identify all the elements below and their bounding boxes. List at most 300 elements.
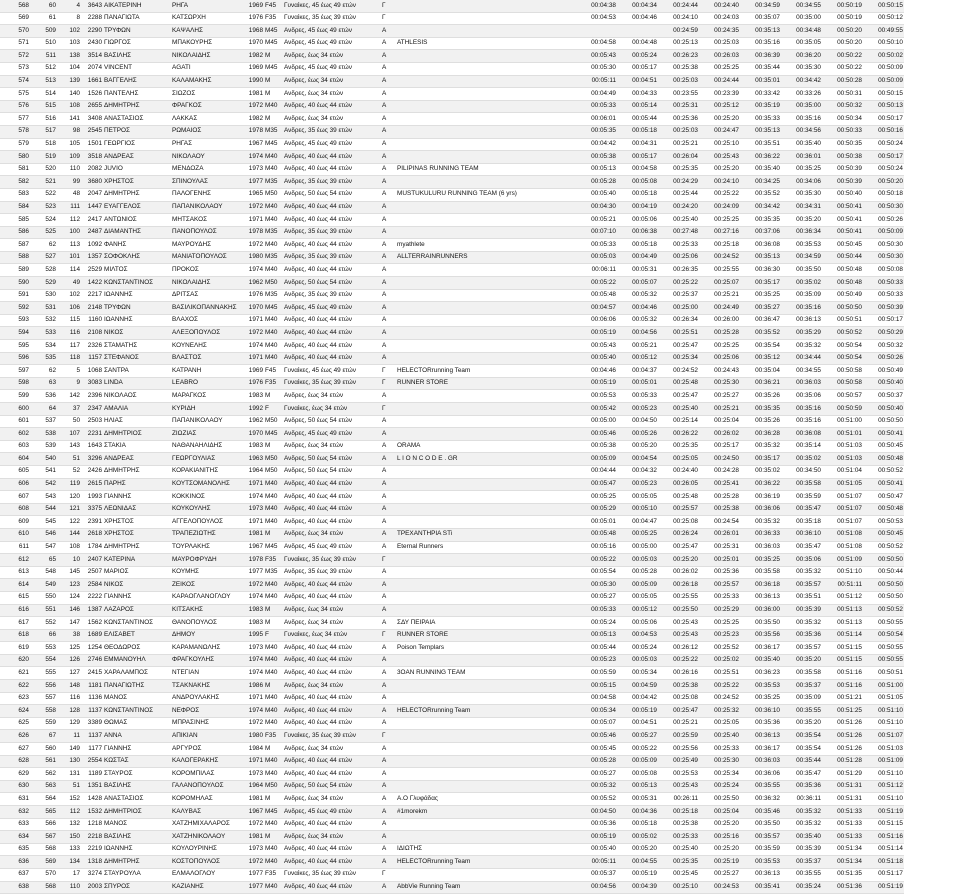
cell-split5: 00:35:19 xyxy=(740,100,781,113)
cell-sex: Α xyxy=(381,793,396,806)
cell-split1: 00:05:11 xyxy=(576,75,617,88)
cell-split3: 00:25:43 xyxy=(658,780,699,793)
cell-year: 1983 xyxy=(241,390,264,403)
cell-split7: 00:51:34 xyxy=(822,843,863,856)
cell-club: 3OAN RUNNING TEAM xyxy=(396,667,576,680)
cell-firstname: ΚΑΛΥΒΑΣ xyxy=(171,806,241,819)
cell-split6: 00:35:47 xyxy=(781,768,822,781)
cell-split3: 00:24:20 xyxy=(658,201,699,214)
cell-split8: 00:50:13 xyxy=(863,100,904,113)
cell-split7: 00:50:40 xyxy=(822,188,863,201)
cell-overall: 617 xyxy=(0,617,30,630)
cell-cat_pos: 102 xyxy=(57,25,81,38)
cell-split7: 00:50:19 xyxy=(822,0,863,12)
cell-gender_pos: 532 xyxy=(30,314,57,327)
table-row xyxy=(0,730,960,743)
cell-bib: 2426 xyxy=(81,465,103,478)
cell-split5: 00:35:13 xyxy=(740,125,781,138)
cell-cat_pos: 112 xyxy=(57,214,81,227)
cell-split6: 00:35:55 xyxy=(781,705,822,718)
cell-split5: 00:35:36 xyxy=(740,717,781,730)
cell-split8: 00:50:48 xyxy=(863,453,904,466)
cell-overall: 629 xyxy=(0,768,30,781)
cell-sex: Α xyxy=(381,277,396,290)
cell-split2: 00:05:19 xyxy=(617,868,658,881)
cell-category_desc: Ανδρες, έως 34 ετών xyxy=(283,604,381,617)
cell-category: M45 xyxy=(264,37,283,50)
cell-bib: 1137 xyxy=(81,730,103,743)
cell-category_desc: Ανδρες, 45 έως 49 ετών xyxy=(283,428,381,441)
cell-firstname: ΧΑΤΖΗΝΙΚΟΛΑΟΥ xyxy=(171,831,241,844)
cell-split6: 00:34:55 xyxy=(781,0,822,12)
cell-cat_pos: 112 xyxy=(57,806,81,819)
cell-gender_pos: 524 xyxy=(30,214,57,227)
cell-bib: 2618 xyxy=(81,528,103,541)
cell-year: 1974 xyxy=(241,654,264,667)
cell-firstname: ΚΑΨΑΛΗΣ xyxy=(171,25,241,38)
cell-gender_pos: 66 xyxy=(30,629,57,642)
cell-surname: ΔΙΑΜΑΝΤΗΣ xyxy=(103,226,171,239)
cell-split8: 00:50:02 xyxy=(863,50,904,63)
cell-split7: 00:51:14 xyxy=(822,629,863,642)
cell-gender_pos: 509 xyxy=(30,25,57,38)
cell-split7: 00:50:19 xyxy=(822,12,863,25)
cell-split4: 00:25:16 xyxy=(699,831,740,844)
table-row xyxy=(0,491,960,504)
cell-category_desc: Ανδρες, 45 έως 49 ετών xyxy=(283,541,381,554)
table-row xyxy=(0,289,960,302)
cell-category: M40 xyxy=(264,214,283,227)
table-row xyxy=(0,113,960,126)
cell-cat_pos: 139 xyxy=(57,75,81,88)
cell-split2: 00:04:53 xyxy=(617,629,658,642)
cell-split1: 00:05:33 xyxy=(576,100,617,113)
cell-year: 1973 xyxy=(241,768,264,781)
cell-year: 1976 xyxy=(241,12,264,25)
cell-gender_pos: 533 xyxy=(30,327,57,340)
cell-cat_pos: 143 xyxy=(57,440,81,453)
cell-overall: 568 xyxy=(0,0,30,12)
cell-sex: Α xyxy=(381,327,396,340)
cell-category: M40 xyxy=(264,717,283,730)
cell-split1: 00:05:22 xyxy=(576,277,617,290)
cell-cat_pos: 106 xyxy=(57,302,81,315)
cell-gender_pos: 512 xyxy=(30,62,57,75)
cell-split4: 00:25:57 xyxy=(699,579,740,592)
cell-split7: 00:50:41 xyxy=(822,214,863,227)
cell-split6: 00:35:20 xyxy=(781,214,822,227)
cell-year: 1967 xyxy=(241,806,264,819)
cell-gender_pos: 520 xyxy=(30,163,57,176)
cell-split1: 00:05:46 xyxy=(576,428,617,441)
cell-firstname: ΡΗΓΑΣ xyxy=(171,138,241,151)
cell-category_desc: Ανδρες, 50 έως 54 ετών xyxy=(283,780,381,793)
cell-sex: Γ xyxy=(381,554,396,567)
cell-split4: 00:25:41 xyxy=(699,478,740,491)
cell-sex: Α xyxy=(381,541,396,554)
cell-surname: ΑΝΤΩΝΙΟΣ xyxy=(103,214,171,227)
cell-split7: 00:51:28 xyxy=(822,755,863,768)
cell-split6: 00:34:31 xyxy=(781,201,822,214)
table-row xyxy=(0,264,960,277)
cell-bib: 1422 xyxy=(81,277,103,290)
cell-split1: 00:05:27 xyxy=(576,768,617,781)
cell-split4: 00:25:30 xyxy=(699,755,740,768)
cell-gender_pos: 535 xyxy=(30,352,57,365)
cell-year: 1970 xyxy=(241,302,264,315)
cell-category_desc: Ανδρες, έως 34 ετών xyxy=(283,743,381,756)
cell-gender_pos: 553 xyxy=(30,642,57,655)
cell-bib: 2655 xyxy=(81,100,103,113)
cell-year: 1973 xyxy=(241,843,264,856)
cell-split5: 00:35:25 xyxy=(740,554,781,567)
cell-cat_pos: 116 xyxy=(57,327,81,340)
cell-category: M40 xyxy=(264,654,283,667)
cell-split3: 00:25:43 xyxy=(658,629,699,642)
cell-split6: 00:35:39 xyxy=(781,843,822,856)
cell-overall: 606 xyxy=(0,478,30,491)
cell-category: M40 xyxy=(264,264,283,277)
cell-club xyxy=(396,125,576,138)
cell-firstname: ΔΗΜΟΥ xyxy=(171,629,241,642)
cell-club xyxy=(396,264,576,277)
cell-sex: Α xyxy=(381,780,396,793)
cell-club xyxy=(396,604,576,617)
cell-sex: Α xyxy=(381,617,396,630)
cell-split5: 00:35:26 xyxy=(740,415,781,428)
cell-category_desc: Ανδρες, 40 έως 44 ετών xyxy=(283,340,381,353)
cell-cat_pos: 152 xyxy=(57,793,81,806)
cell-bib: 2003 xyxy=(81,881,103,894)
cell-bib: 2396 xyxy=(81,390,103,403)
cell-split7: 00:50:51 xyxy=(822,314,863,327)
cell-overall: 635 xyxy=(0,843,30,856)
cell-firstname: ΜΠΡΑΣΙΝΗΣ xyxy=(171,717,241,730)
cell-split2: 00:05:23 xyxy=(617,478,658,491)
cell-firstname: ΖΙΩΖΙΑΣ xyxy=(171,428,241,441)
cell-sex: Α xyxy=(381,591,396,604)
cell-overall: 615 xyxy=(0,591,30,604)
cell-firstname: ΣΠΙΝΟΥΛΑΣ xyxy=(171,176,241,189)
cell-split6: 00:36:34 xyxy=(781,226,822,239)
cell-split2 xyxy=(617,25,658,38)
cell-club: HELECTORrunning Team xyxy=(396,365,576,378)
cell-category: M40 xyxy=(264,151,283,164)
cell-gender_pos: 560 xyxy=(30,743,57,756)
cell-category_desc: Ανδρες, 40 έως 44 ετών xyxy=(283,491,381,504)
cell-split7: 00:51:26 xyxy=(822,743,863,756)
cell-sex: Α xyxy=(381,302,396,315)
cell-split6: 00:34:50 xyxy=(781,465,822,478)
cell-year: 1972 xyxy=(241,327,264,340)
cell-category_desc: Ανδρες, 50 έως 54 ετών xyxy=(283,277,381,290)
cell-split5: 00:35:57 xyxy=(740,831,781,844)
cell-category_desc: Γυναίκες, 35 έως 39 ετών xyxy=(283,868,381,881)
cell-bib: 2584 xyxy=(81,579,103,592)
cell-split2: 00:06:38 xyxy=(617,226,658,239)
cell-surname: ΦΑΝΗΣ xyxy=(103,239,171,252)
cell-split4: 00:25:25 xyxy=(699,62,740,75)
cell-split3: 00:25:47 xyxy=(658,541,699,554)
cell-category: M35 xyxy=(264,251,283,264)
cell-firstname: ΚΟΡΟΜΠΙΛΑΣ xyxy=(171,768,241,781)
cell-bib: 2347 xyxy=(81,403,103,416)
cell-split1: 00:05:43 xyxy=(576,50,617,63)
cell-firstname: ΒΑΣΙΛΙΚΟΠΑΝΝΑΚΗΣ xyxy=(171,302,241,315)
table-row xyxy=(0,50,960,63)
cell-bib: 1689 xyxy=(81,629,103,642)
table-row xyxy=(0,831,960,844)
cell-split1: 00:05:01 xyxy=(576,516,617,529)
cell-surname: ΠΑΝΑΓΙΩΤΗΣ xyxy=(103,680,171,693)
cell-split5: 00:36:21 xyxy=(740,377,781,390)
table-row xyxy=(0,579,960,592)
cell-category: M xyxy=(264,390,283,403)
cell-cat_pos: 131 xyxy=(57,768,81,781)
cell-split2: 00:05:20 xyxy=(617,440,658,453)
cell-sex: Α xyxy=(381,491,396,504)
cell-split3: 00:25:03 xyxy=(658,75,699,88)
cell-split6: 00:34:42 xyxy=(781,75,822,88)
cell-club xyxy=(396,730,576,743)
cell-gender_pos: 550 xyxy=(30,591,57,604)
cell-bib: 1643 xyxy=(81,440,103,453)
cell-split6: 00:35:20 xyxy=(781,717,822,730)
cell-overall: 636 xyxy=(0,856,30,869)
cell-overall: 583 xyxy=(0,188,30,201)
cell-firstname: ΜΗΤΣΑΚΟΣ xyxy=(171,214,241,227)
cell-split1: 00:06:01 xyxy=(576,113,617,126)
cell-category_desc: Ανδρες, 45 έως 49 ετών xyxy=(283,37,381,50)
cell-year: 1964 xyxy=(241,465,264,478)
cell-split8: 00:50:18 xyxy=(863,188,904,201)
cell-split5: 00:36:13 xyxy=(740,868,781,881)
table-row xyxy=(0,214,960,227)
cell-cat_pos: 145 xyxy=(57,566,81,579)
cell-firstname: ΚΟΥΛΟΥΡΙΝΗΣ xyxy=(171,843,241,856)
cell-split5: 00:35:53 xyxy=(740,856,781,869)
cell-split4: 00:25:18 xyxy=(699,239,740,252)
cell-split4: 00:25:36 xyxy=(699,566,740,579)
cell-cat_pos: 122 xyxy=(57,516,81,529)
cell-firstname: ΑΓΓΕΛΟΠΟΥΛΟΣ xyxy=(171,516,241,529)
cell-split8: 00:50:55 xyxy=(863,654,904,667)
cell-category: M xyxy=(264,75,283,88)
cell-split5: 00:35:59 xyxy=(740,843,781,856)
cell-year: 1982 xyxy=(241,50,264,63)
cell-split6: 00:35:54 xyxy=(781,743,822,756)
cell-surname: ΕΥΑΓΓΕΛΟΣ xyxy=(103,201,171,214)
cell-sex: Α xyxy=(381,100,396,113)
cell-split2: 00:05:08 xyxy=(617,768,658,781)
cell-split5: 00:34:25 xyxy=(740,176,781,189)
cell-split4: 00:25:38 xyxy=(699,503,740,516)
cell-category: M50 xyxy=(264,453,283,466)
cell-split4: 00:25:24 xyxy=(699,780,740,793)
cell-year: 1983 xyxy=(241,617,264,630)
table-row xyxy=(0,554,960,567)
cell-category_desc: Ανδρες, 35 έως 39 ετών xyxy=(283,176,381,189)
cell-split2: 00:05:18 xyxy=(617,125,658,138)
cell-split6: 00:35:57 xyxy=(781,579,822,592)
table-row xyxy=(0,528,960,541)
cell-split2: 00:04:55 xyxy=(617,856,658,869)
cell-sex: Α xyxy=(381,806,396,819)
cell-split8: 00:50:10 xyxy=(863,37,904,50)
cell-category_desc: Ανδρες, 40 έως 44 ετών xyxy=(283,163,381,176)
cell-sex: Α xyxy=(381,390,396,403)
cell-surname: ΔΗΜΗΤΡΗΣ xyxy=(103,188,171,201)
cell-split7: 00:51:26 xyxy=(822,730,863,743)
cell-split5: 00:35:02 xyxy=(740,465,781,478)
cell-surname: ΘΕΟΔΩΡΟΣ xyxy=(103,642,171,655)
cell-split2: 00:05:02 xyxy=(617,831,658,844)
cell-split3: 00:26:35 xyxy=(658,264,699,277)
cell-split3: 00:25:03 xyxy=(658,125,699,138)
cell-cat_pos: 102 xyxy=(57,289,81,302)
cell-split7: 00:50:49 xyxy=(822,289,863,302)
cell-surname: ΓΙΩΡΓΟΣ xyxy=(103,37,171,50)
cell-split1: 00:04:57 xyxy=(576,302,617,315)
cell-split5: 00:36:00 xyxy=(740,604,781,617)
cell-club xyxy=(396,176,576,189)
cell-split7: 00:50:44 xyxy=(822,251,863,264)
cell-split3: 00:24:29 xyxy=(658,176,699,189)
cell-split5: 00:35:12 xyxy=(740,352,781,365)
cell-split3: 00:25:38 xyxy=(658,818,699,831)
cell-category: M40 xyxy=(264,642,283,655)
cell-surname: ΚΑΤΕΡΙΝΑ xyxy=(103,554,171,567)
cell-split2: 00:04:46 xyxy=(617,12,658,25)
cell-firstname: ΜΑΥΡΟΥΔΗΣ xyxy=(171,239,241,252)
cell-sex: Α xyxy=(381,642,396,655)
cell-firstname: ΕΛΜΑΛΟΓΛΟΥ xyxy=(171,868,241,881)
cell-bib: 2074 xyxy=(81,62,103,75)
cell-split6: 00:35:32 xyxy=(781,818,822,831)
cell-club xyxy=(396,692,576,705)
cell-split1: 00:05:54 xyxy=(576,566,617,579)
cell-split4: 00:25:28 xyxy=(699,327,740,340)
cell-gender_pos: 516 xyxy=(30,113,57,126)
table-row xyxy=(0,503,960,516)
cell-year: 1972 xyxy=(241,856,264,869)
cell-split5: 00:35:25 xyxy=(740,289,781,302)
cell-split4: 00:25:03 xyxy=(699,37,740,50)
cell-category_desc: Ανδρες, 35 έως 39 ετών xyxy=(283,289,381,302)
cell-split6: 00:35:09 xyxy=(781,289,822,302)
cell-split8: 00:50:29 xyxy=(863,327,904,340)
cell-surname: ΝΙΚΟΛΑΟΣ xyxy=(103,390,171,403)
cell-sex: Α xyxy=(381,239,396,252)
cell-gender_pos: 515 xyxy=(30,100,57,113)
cell-split2: 00:05:17 xyxy=(617,62,658,75)
cell-firstname: ΚΟΥΚΟΥΛΗΣ xyxy=(171,503,241,516)
cell-split4: 00:26:03 xyxy=(699,50,740,63)
cell-split2: 00:04:56 xyxy=(617,327,658,340)
cell-split4: 00:24:03 xyxy=(699,12,740,25)
cell-split1: 00:05:48 xyxy=(576,289,617,302)
cell-bib: 2507 xyxy=(81,566,103,579)
cell-split2: 00:05:32 xyxy=(617,289,658,302)
table-row xyxy=(0,327,960,340)
cell-split3: 00:24:10 xyxy=(658,12,699,25)
cell-split6: 00:36:01 xyxy=(781,151,822,164)
cell-category: M xyxy=(264,831,283,844)
cell-bib: 2218 xyxy=(81,831,103,844)
cell-split5: 00:36:32 xyxy=(740,793,781,806)
cell-split5: 00:36:03 xyxy=(740,755,781,768)
cell-split7: 00:50:41 xyxy=(822,201,863,214)
cell-split7: 00:51:10 xyxy=(822,566,863,579)
cell-surname: ΕΜΜΑΝΟΥΗΛ xyxy=(103,654,171,667)
cell-sex: Α xyxy=(381,516,396,529)
cell-overall: 621 xyxy=(0,667,30,680)
cell-category: M xyxy=(264,528,283,541)
cell-cat_pos: 99 xyxy=(57,176,81,189)
cell-firstname: ΘΑΝΟΠΟΥΛΟΣ xyxy=(171,617,241,630)
cell-surname: ΤΡΥΦΩΝ xyxy=(103,302,171,315)
cell-split8: 00:50:39 xyxy=(863,302,904,315)
cell-year: 1971 xyxy=(241,478,264,491)
cell-cat_pos: 111 xyxy=(57,201,81,214)
cell-split7: 00:50:33 xyxy=(822,125,863,138)
cell-year: 1974 xyxy=(241,264,264,277)
cell-year: 1974 xyxy=(241,340,264,353)
cell-year: 1972 xyxy=(241,818,264,831)
cell-category_desc: Γυναίκες, 35 έως 39 ετών xyxy=(283,730,381,743)
cell-bib: 2529 xyxy=(81,264,103,277)
cell-split1: 00:04:30 xyxy=(576,201,617,214)
cell-cat_pos: 104 xyxy=(57,62,81,75)
cell-bib: 1157 xyxy=(81,352,103,365)
cell-split7: 00:50:38 xyxy=(822,151,863,164)
cell-split1: 00:05:11 xyxy=(576,856,617,869)
cell-category: M45 xyxy=(264,541,283,554)
cell-split8: 00:51:07 xyxy=(863,730,904,743)
cell-surname: ΜΙΛΤΟΣ xyxy=(103,264,171,277)
cell-gender_pos: 554 xyxy=(30,654,57,667)
table-row xyxy=(0,566,960,579)
table-row xyxy=(0,428,960,441)
cell-split2: 00:04:58 xyxy=(617,163,658,176)
cell-firstname: ΚΑΤΡΑΝΗ xyxy=(171,365,241,378)
cell-split3: 00:25:06 xyxy=(658,251,699,264)
cell-surname: ΕΛΙΣΑΒΕΤ xyxy=(103,629,171,642)
cell-split8: 00:51:10 xyxy=(863,793,904,806)
cell-category_desc: Ανδρες, 40 έως 44 ετών xyxy=(283,591,381,604)
cell-split7: 00:50:35 xyxy=(822,138,863,151)
cell-year: 1972 xyxy=(241,239,264,252)
cell-split4: 00:25:40 xyxy=(699,730,740,743)
cell-split1: 00:06:11 xyxy=(576,264,617,277)
cell-gender_pos: 60 xyxy=(30,0,57,12)
cell-cat_pos: 49 xyxy=(57,277,81,290)
cell-split4: 00:25:23 xyxy=(699,629,740,642)
cell-split6: 00:35:40 xyxy=(781,138,822,151)
cell-firstname: ΚΟΡΟΜΗΛΑΣ xyxy=(171,793,241,806)
cell-split6: 00:35:24 xyxy=(781,881,822,894)
cell-bib: 1501 xyxy=(81,138,103,151)
cell-split8: 00:51:10 xyxy=(863,705,904,718)
cell-gender_pos: 567 xyxy=(30,831,57,844)
cell-split2: 00:05:05 xyxy=(617,591,658,604)
cell-sex: Γ xyxy=(381,730,396,743)
cell-bib: 3643 xyxy=(81,0,103,12)
cell-surname: ΚΩΝΣΤΑΝΤΙΝΟΣ xyxy=(103,617,171,630)
cell-split4: 00:24:52 xyxy=(699,251,740,264)
cell-split8: 00:50:24 xyxy=(863,138,904,151)
cell-firstname: ΚΑΛΑΜΑΚΗΣ xyxy=(171,75,241,88)
